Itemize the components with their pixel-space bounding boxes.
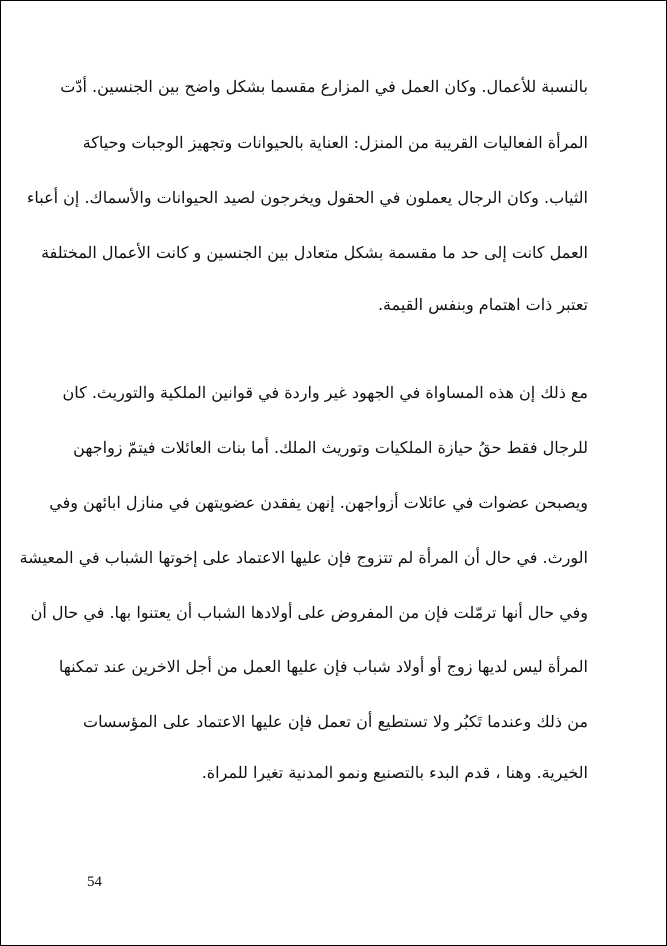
- paragraph-2-line-5: وفي حال أنها ترمّلت فإن من المفروض على أولادها الشباب أن يعتنوا بها. في حال أن: [30, 603, 588, 622]
- paragraph-2-line-6: المرأة ليس لديها زوج أو أولاد شباب فإن عليها العمل من أجل الاخرين عند تمكنها: [58, 657, 588, 676]
- paragraph-1-line-2: المرأة الفعاليات القريبة من المنزل: العناية بالحيوانات وتجهيز الوجبات وحياكة: [82, 133, 588, 152]
- paragraph-1-line-5: تعتبر ذات اهتمام وبنفس القيمة.: [377, 295, 588, 314]
- paragraph-2-line-7: من ذلك وعندما تَكبُر ولا تستطيع أن تعمل فإن عليها الاعتماد على المؤسسات: [83, 712, 588, 731]
- page-number: 54: [87, 874, 102, 890]
- paragraph-2-line-1: مع ذلك إن هذه المساواة في الجهود غير واردة في قوانين الملكية والتوريث. كان: [62, 383, 588, 402]
- paragraph-2-line-2: للرجال فقط حقُ حيازة الملكيات وتوريث الملك. أما بنات العائلات فيتمّ زواجهن: [73, 438, 588, 457]
- paragraph-2-line-8: الخيرية. وهنا ، قدم البدء بالتصنيع ونمو المدنية تغيرا للمراة.: [201, 763, 588, 782]
- paragraph-1-line-4: العمل كانت إلى حد ما مقسمة بشكل متعادل بين الجنسين و كانت الأعمال المختلفة: [41, 243, 588, 262]
- paragraph-1-line-1: بالنسبة للأعمال. وكان العمل في المزارع مقسما بشكل واضح بين الجنسين. أدّت: [60, 77, 588, 96]
- paragraph-2-line-3: ويصبحن عضوات في عائلات أزواجهن. إنهن يفقدن عضويتهن في منازل ابائهن وفي: [49, 493, 588, 512]
- paragraph-2-line-4: الورث. في حال أن المرأة لم تتزوج فإن عليها الاعتماد على إخوتها الشباب في المعيشة: [19, 548, 588, 567]
- paragraph-1-line-3: الثياب. وكان الرجال يعملون في الحقول ويخرجون لصيد الحيوانات والأسماك. إن أعباء: [26, 188, 588, 207]
